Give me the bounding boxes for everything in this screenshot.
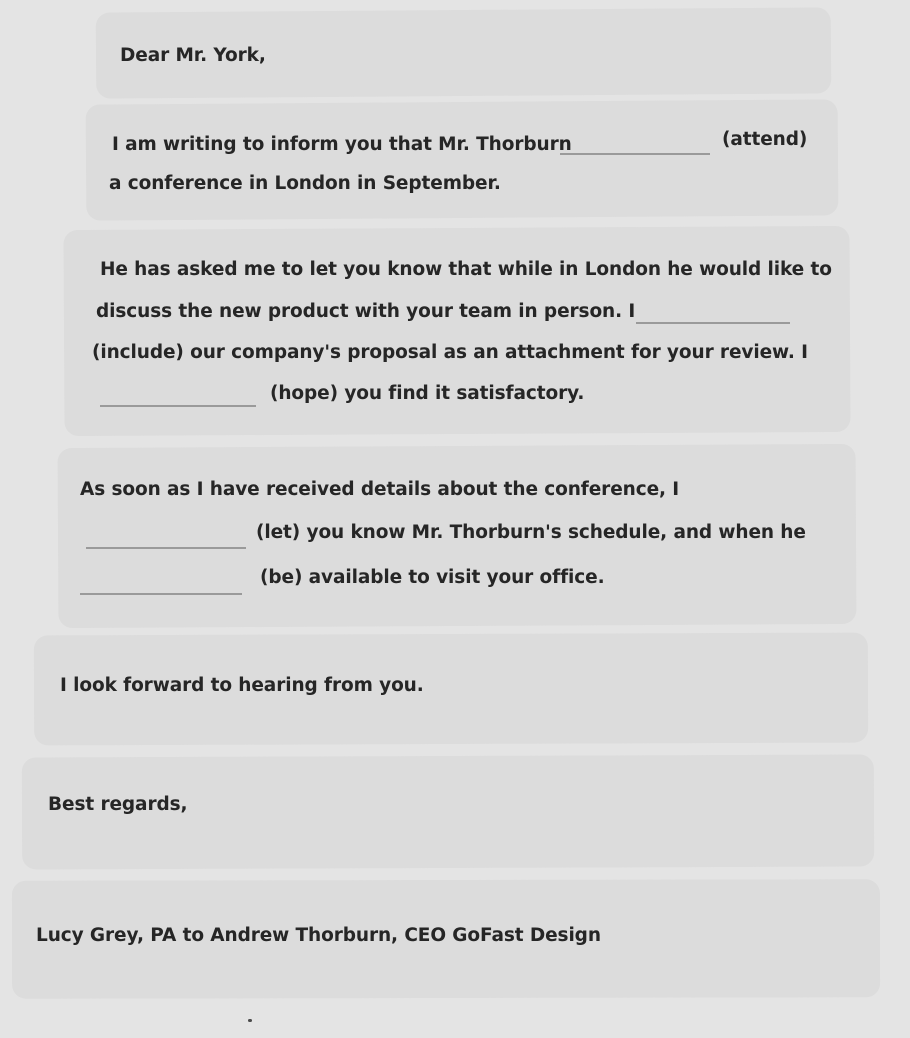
hint-attend: (attend) — [722, 129, 808, 150]
p2-line-3: (include) our company's proposal as an attachment for your review. I — [92, 342, 808, 363]
blank-hope[interactable] — [100, 405, 256, 407]
blank-be[interactable] — [80, 593, 242, 595]
p1-line-1: I am writing to inform you that Mr. Thorburn — [112, 134, 572, 155]
blank-include[interactable] — [636, 322, 790, 324]
sign-off-text: Best regards, — [48, 794, 188, 815]
p3-line-3: (be) available to visit your office. — [260, 567, 605, 588]
speck — [248, 1019, 252, 1022]
blank-let[interactable] — [86, 547, 246, 549]
blank-attend[interactable] — [560, 153, 710, 155]
p1-line-2: a conference in London in September. — [109, 173, 501, 194]
p2-line-2: discuss the new product with your team in person. I — [96, 301, 636, 322]
signature-text: Lucy Grey, PA to Andrew Thorburn, CEO GoFast Design — [36, 925, 601, 946]
closing-line-text: I look forward to hearing from you. — [60, 675, 424, 696]
paragraph-1-card — [86, 99, 839, 220]
p3-line-2: (let) you know Mr. Thorburn's schedule, and when he — [256, 522, 806, 543]
p2-line-4: (hope) you find it satisfactory. — [270, 383, 585, 404]
greeting-text: Dear Mr. York, — [120, 45, 266, 66]
p3-line-1: As soon as I have received details about the conference, I — [80, 479, 680, 500]
p2-line-1: He has asked me to let you know that while in London he would like to — [100, 259, 832, 280]
